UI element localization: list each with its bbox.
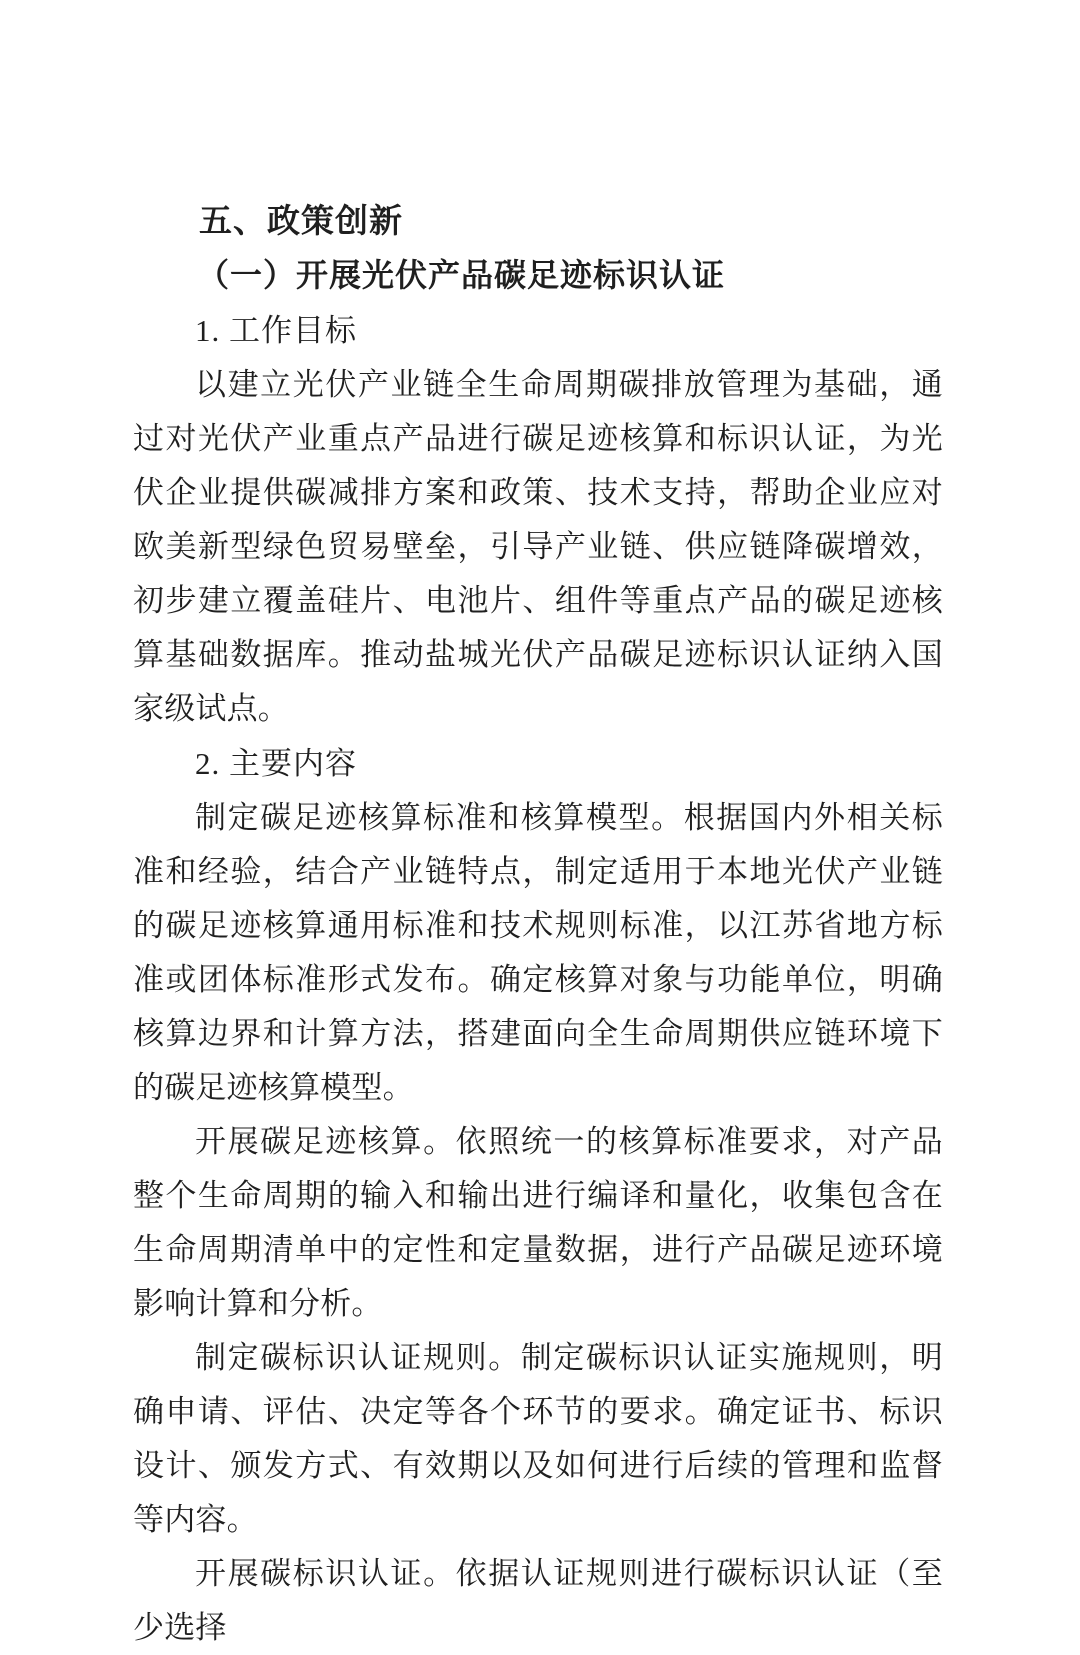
paragraph-certification-launch: 开展碳标识认证。依据认证规则进行碳标识认证（至少选择 [133,1556,943,1645]
subsection-heading-main-content: 2. 主要内容 [195,746,357,781]
subsection-heading-work-goal: 1. 工作目标 [195,313,357,348]
paragraph-certification-rules: 制定碳标识认证规则。制定碳标识认证实施规则，明确申请、评估、决定等各个环节的要求。确定证书、标识设计、颁发方式、有效期以及如何进行后续的管理和监督等内容。 [133,1340,943,1537]
chapter-heading: 五、政策创新 [199,202,403,239]
paragraph-footprint-accounting: 开展碳足迹核算。依照统一的核算标准要求，对产品整个生命周期的输入和输出进行编译和量化，收集包含在生命周期清单中的定性和定量数据，进行产品碳足迹环境影响计算和分析。 [133,1124,943,1321]
paragraph-work-goal: 以建立光伏产业链全生命周期碳排放管理为基础，通过对光伏产业重点产品进行碳足迹核算和标识认证，为光伏企业提供碳减排方案和政策、技术支持，帮助企业应对欧美新型绿色贸易壁垒，引导产业链、供应链降碳增效，初步建立覆盖硅片、电池片、组件等重点产品的碳足迹核算基础数据库。推动盐城光伏产品碳足迹标识认证纳入国家级试点。 [133,367,943,726]
paragraph-standards-model: 制定碳足迹核算标准和核算模型。根据国内外相关标准和经验，结合产业链特点，制定适用于本地光伏产业链的碳足迹核算通用标准和技术规则标准，以江苏省地方标准或团体标准形式发布。确定核算对象与功能单位，明确核算边界和计算方法，搭建面向全生命周期供应链环境下的碳足迹核算模型。 [133,800,943,1105]
section-heading: （一）开展光伏产品碳足迹标识认证 [197,257,726,293]
